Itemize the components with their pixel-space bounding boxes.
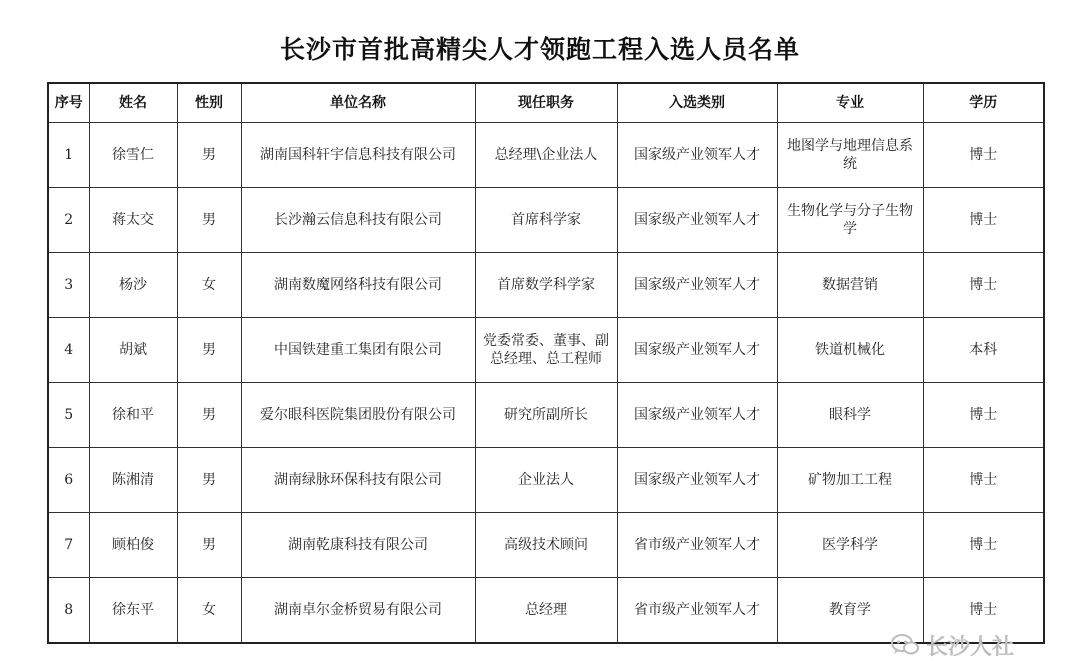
col-header-position: 现任职务 <box>475 83 617 123</box>
cell-gender: 女 <box>177 253 241 318</box>
cell-gender: 男 <box>177 188 241 253</box>
cell-org: 中国铁建重工集团有限公司 <box>241 318 475 383</box>
cell-category: 国家级产业领军人才 <box>617 123 777 188</box>
cell-no: 5 <box>48 383 89 448</box>
cell-no: 1 <box>48 123 89 188</box>
cell-name: 徐东平 <box>89 578 177 644</box>
cell-name: 陈湘清 <box>89 448 177 513</box>
col-header-category: 入选类别 <box>617 83 777 123</box>
cell-position: 总经理\企业法人 <box>475 123 617 188</box>
cell-org: 长沙瀚云信息科技有限公司 <box>241 188 475 253</box>
table-row <box>48 253 1044 318</box>
col-header-degree: 学历 <box>923 83 1044 123</box>
cell-org: 爱尔眼科医院集团股份有限公司 <box>241 383 475 448</box>
cell-name: 蒋太交 <box>89 188 177 253</box>
cell-org: 湖南乾康科技有限公司 <box>241 513 475 578</box>
cell-position: 企业法人 <box>475 448 617 513</box>
table-row <box>48 123 1044 188</box>
cell-degree: 博士 <box>923 188 1044 253</box>
cell-org: 湖南国科轩宇信息科技有限公司 <box>241 123 475 188</box>
cell-major: 铁道机械化 <box>777 318 923 383</box>
cell-gender: 女 <box>177 578 241 644</box>
cell-major: 生物化学与分子生物学 <box>777 188 923 253</box>
cell-gender: 男 <box>177 318 241 383</box>
table-row <box>48 318 1044 383</box>
cell-major: 医学科学 <box>777 513 923 578</box>
cell-no: 4 <box>48 318 89 383</box>
col-header-gender: 性别 <box>177 83 241 123</box>
cell-degree: 博士 <box>923 513 1044 578</box>
cell-position: 总经理 <box>475 578 617 644</box>
col-header-name: 姓名 <box>89 83 177 123</box>
cell-position: 研究所副所长 <box>475 383 617 448</box>
cell-no: 6 <box>48 448 89 513</box>
table-row <box>48 383 1044 448</box>
cell-name: 顾柏俊 <box>89 513 177 578</box>
cell-gender: 男 <box>177 383 241 448</box>
cell-degree: 本科 <box>923 318 1044 383</box>
cell-major: 数据营销 <box>777 253 923 318</box>
cell-category: 国家级产业领军人才 <box>617 318 777 383</box>
cell-degree: 博士 <box>923 123 1044 188</box>
cell-category: 国家级产业领军人才 <box>617 188 777 253</box>
cell-major: 眼科学 <box>777 383 923 448</box>
cell-no: 2 <box>48 188 89 253</box>
header-row <box>48 83 1044 123</box>
cell-no: 7 <box>48 513 89 578</box>
col-header-org: 单位名称 <box>241 83 475 123</box>
table-row <box>48 188 1044 253</box>
cell-gender: 男 <box>177 448 241 513</box>
cell-position: 首席科学家 <box>475 188 617 253</box>
cell-category: 省市级产业领军人才 <box>617 578 777 644</box>
cell-name: 杨沙 <box>89 253 177 318</box>
cell-position: 高级技术顾问 <box>475 513 617 578</box>
cell-major: 教育学 <box>777 578 923 644</box>
cell-degree: 博士 <box>923 448 1044 513</box>
cell-no: 8 <box>48 578 89 644</box>
cell-major: 地图学与地理信息系统 <box>777 123 923 188</box>
cell-org: 湖南绿脉环保科技有限公司 <box>241 448 475 513</box>
cell-name: 徐雪仁 <box>89 123 177 188</box>
table-row <box>48 448 1044 513</box>
watermark-text: 长沙人社 <box>926 634 1015 660</box>
cell-no: 3 <box>48 253 89 318</box>
cell-category: 省市级产业领军人才 <box>617 513 777 578</box>
page-title: 长沙市首批高精尖人才领跑工程入选人员名单 <box>279 35 800 64</box>
table-row <box>48 513 1044 578</box>
cell-category: 国家级产业领军人才 <box>617 383 777 448</box>
cell-category: 国家级产业领军人才 <box>617 448 777 513</box>
cell-position: 党委常委、董事、副总经理、总工程师 <box>475 318 617 383</box>
cell-category: 国家级产业领军人才 <box>617 253 777 318</box>
cell-position: 首席数学科学家 <box>475 253 617 318</box>
cell-major: 矿物加工工程 <box>777 448 923 513</box>
cell-org: 湖南数魔网络科技有限公司 <box>241 253 475 318</box>
cell-gender: 男 <box>177 513 241 578</box>
wechat-icon <box>890 633 920 657</box>
roster-table <box>47 82 1045 644</box>
cell-org: 湖南卓尔金桥贸易有限公司 <box>241 578 475 644</box>
cell-degree: 博士 <box>923 383 1044 448</box>
cell-name: 徐和平 <box>89 383 177 448</box>
cell-gender: 男 <box>177 123 241 188</box>
cell-degree: 博士 <box>923 253 1044 318</box>
col-header-major: 专业 <box>777 83 923 123</box>
cell-degree: 博士 <box>923 578 1044 644</box>
col-header-no: 序号 <box>48 83 89 123</box>
cell-name: 胡斌 <box>89 318 177 383</box>
watermark <box>890 632 1014 658</box>
